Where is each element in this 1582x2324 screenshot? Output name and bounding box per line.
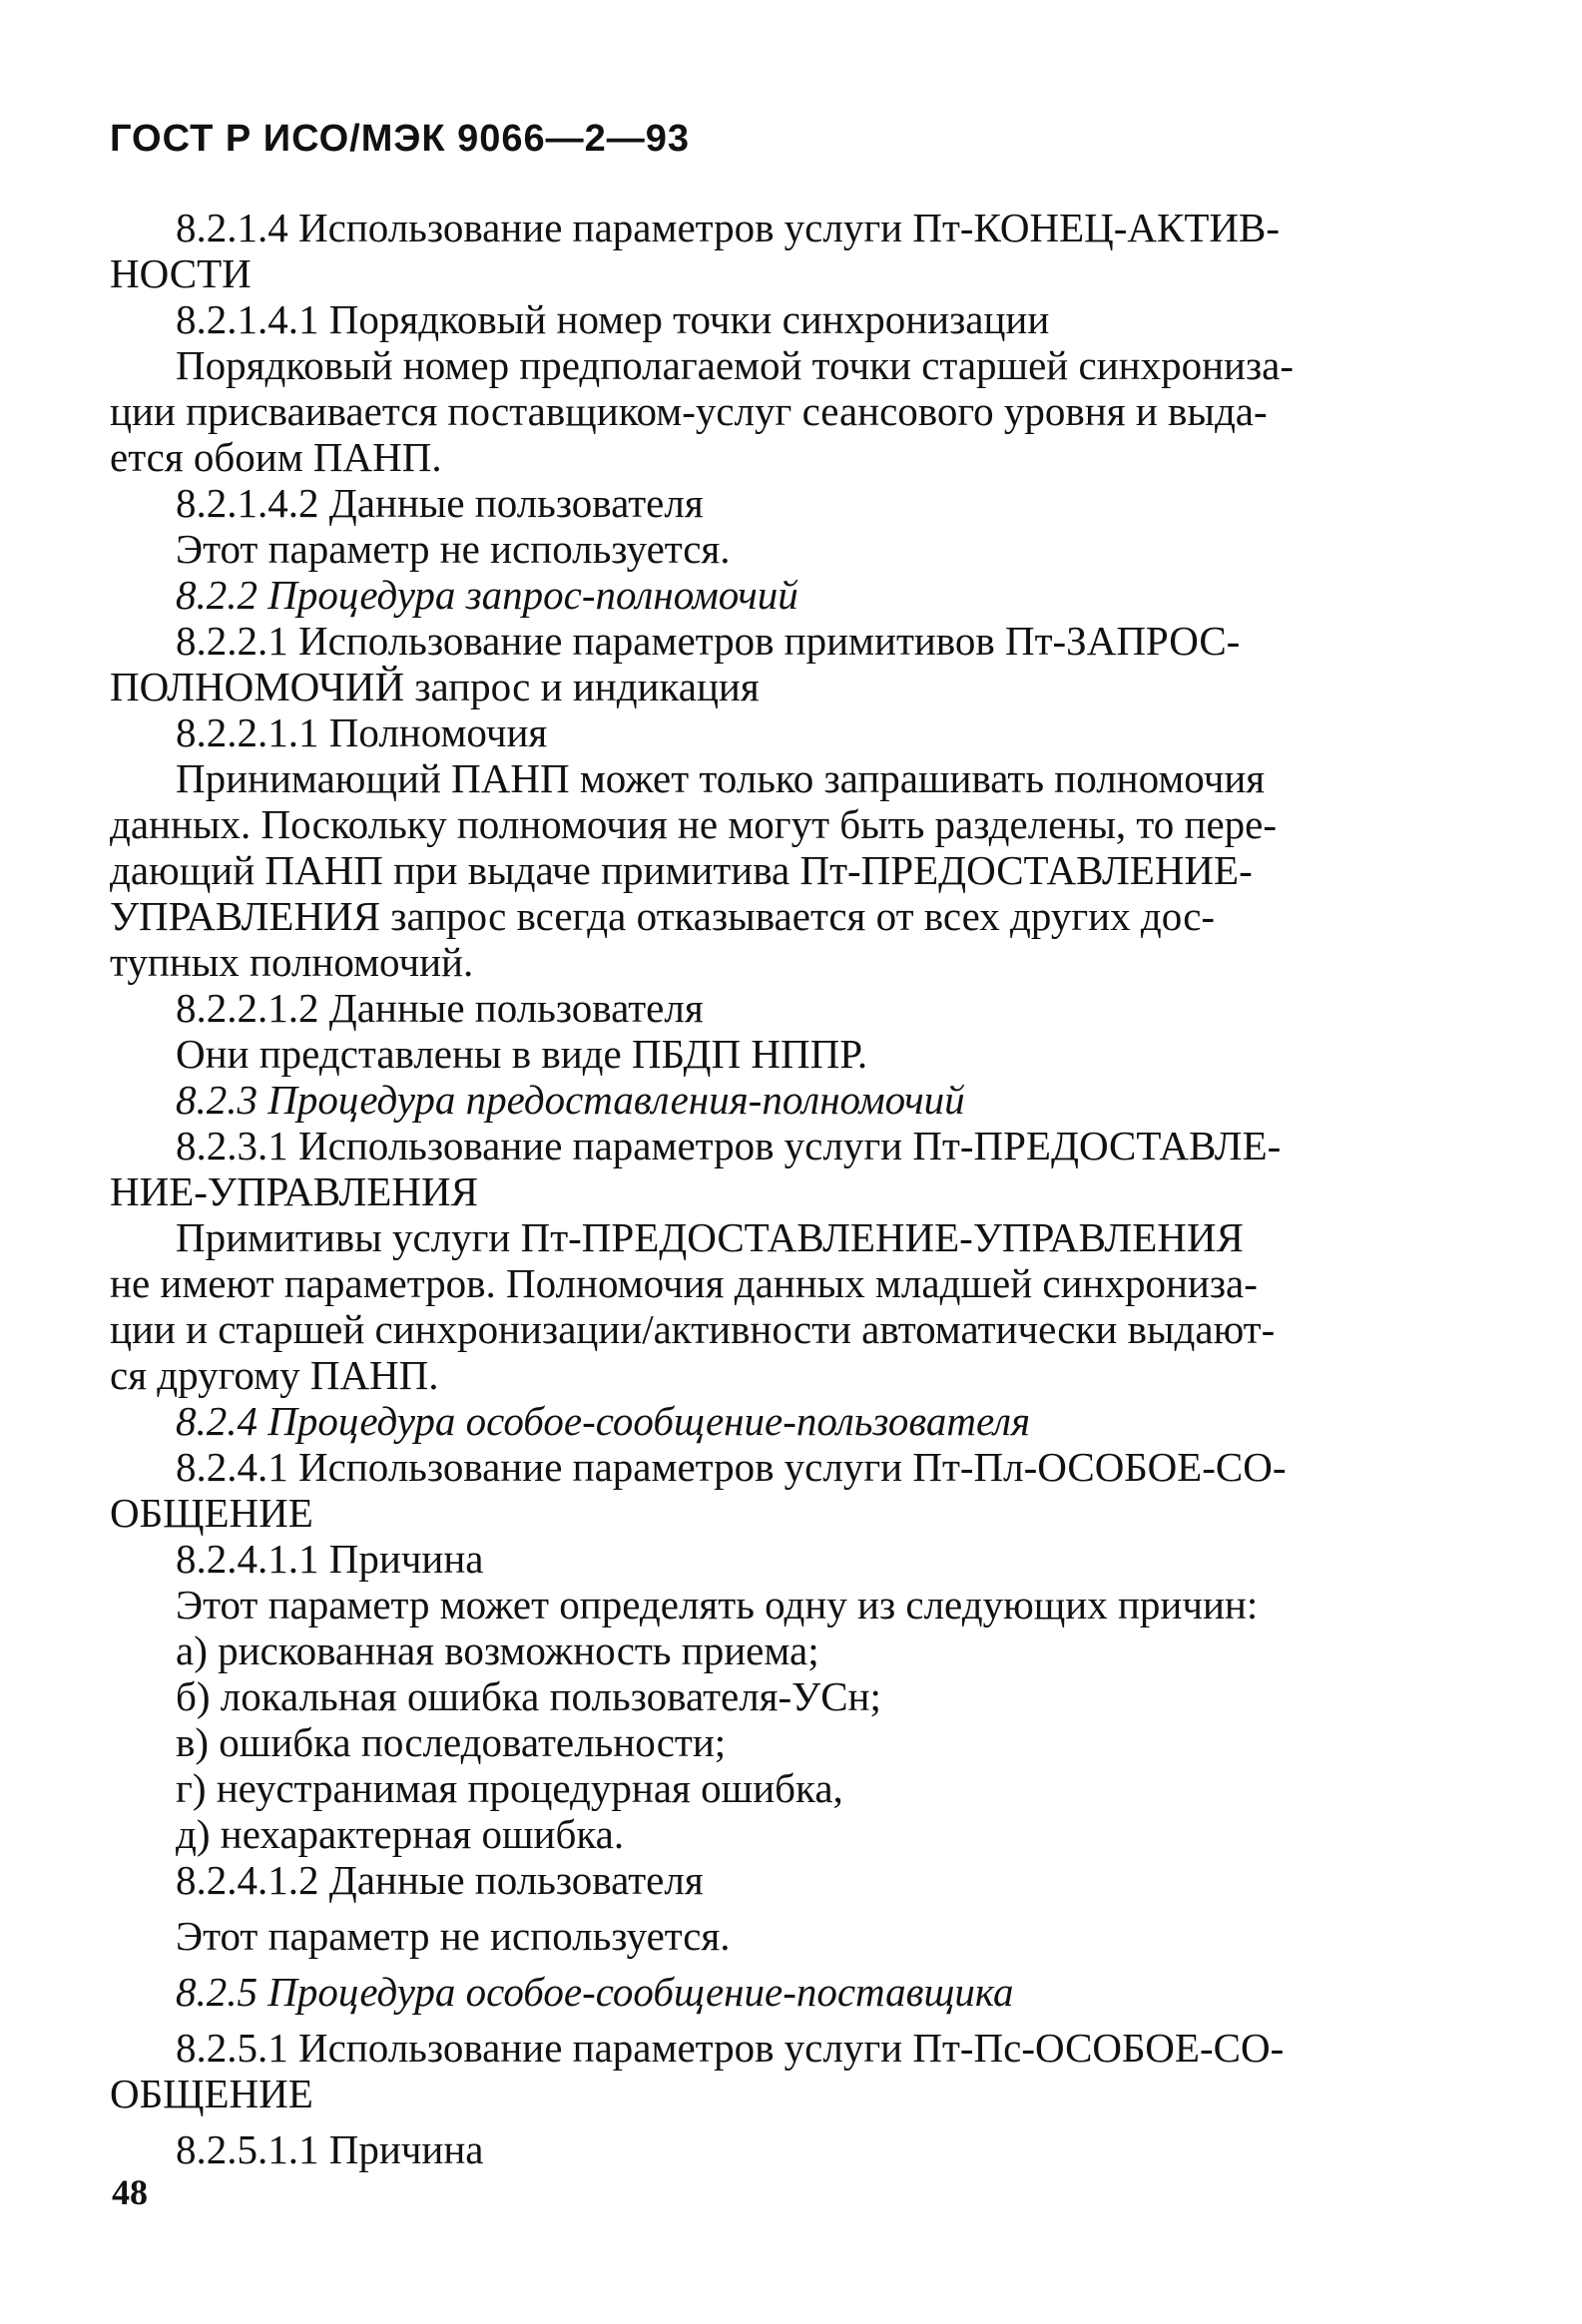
text-line: 8.2.4.1 Использование параметров услуги Пт-Пл-ОСОБОЕ-СО- — [176, 1444, 1287, 1490]
list-item: а) рискованная возможность приема; — [176, 1627, 819, 1673]
text-line: Этот параметр не используется. — [176, 1913, 731, 1959]
text-line: 8.2.2.1 Использование параметров примитивов Пт-ЗАПРОС- — [176, 618, 1241, 664]
section-heading: 8.2.4 Процедура особое-сообщение-пользователя — [176, 1398, 1031, 1444]
text-line: Этот параметр не используется. — [176, 526, 731, 572]
text-line: НИЕ-УПРАВЛЕНИЯ — [110, 1168, 478, 1214]
text-line: Они представлены в виде ПБДП НППР. — [176, 1031, 868, 1077]
section-heading: 8.2.2 Процедура запрос-полномочий — [176, 572, 798, 618]
section-heading: 8.2.5 Процедура особое-сообщение-поставщика — [176, 1969, 1014, 2015]
list-item: д) нехарактерная ошибка. — [176, 1811, 625, 1857]
text-line: 8.2.1.4 Использование параметров услуги Пт-КОНЕЦ-АКТИВ- — [176, 205, 1280, 250]
text-line: ся другому ПАНП. — [110, 1352, 439, 1398]
text-line: УПРАВЛЕНИЯ запрос всегда отказывается от всех других дос- — [110, 893, 1216, 939]
text-line: 8.2.2.1.1 Полномочия — [176, 709, 548, 755]
text-line: 8.2.4.1.1 Причина — [176, 1536, 484, 1582]
text-line: 8.2.5.1 Использование параметров услуги Пт-Пс-ОСОБОЕ-СО- — [176, 2025, 1285, 2071]
text-line: 8.2.2.1.2 Данные пользователя — [176, 985, 704, 1031]
text-line: тупных полномочий. — [110, 939, 474, 985]
section-heading: 8.2.3 Процедура предоставления-полномочий — [176, 1077, 965, 1123]
text-line: данных. Поскольку полномочия не могут быть разделены, то пере- — [110, 801, 1278, 847]
text-line: ОБЩЕНИЕ — [110, 1490, 313, 1536]
text-line: 8.2.4.1.2 Данные пользователя — [176, 1857, 704, 1903]
list-item: г) неустранимая процедурная ошибка, — [176, 1765, 843, 1811]
standard-header: ГОСТ Р ИСО/МЭК 9066—2—93 — [110, 118, 691, 160]
text-line: Принимающий ПАНП может только запрашивать полномочия — [176, 755, 1266, 801]
text-line: НОСТИ — [110, 250, 252, 296]
list-item: б) локальная ошибка пользователя-УСн; — [176, 1673, 881, 1719]
text-line: 8.2.3.1 Использование параметров услуги Пт-ПРЕДОСТАВЛЕ- — [176, 1123, 1282, 1168]
text-line: ции и старшей синхронизации/активности автоматически выдают- — [110, 1306, 1276, 1352]
list-item: в) ошибка последовательности; — [176, 1719, 727, 1765]
text-line: не имеют параметров. Полномочия данных младшей синхрониза- — [110, 1260, 1258, 1306]
text-line: Порядковый номер предполагаемой точки старшей синхрониза- — [176, 342, 1295, 388]
text-line: Этот параметр может определять одну из следующих причин: — [176, 1582, 1259, 1627]
page-number: 48 — [112, 2172, 148, 2212]
text-line: 8.2.1.4.1 Порядковый номер точки синхронизации — [176, 296, 1050, 342]
text-line: Примитивы услуги Пт-ПРЕДОСТАВЛЕНИЕ-УПРАВЛЕНИЯ — [176, 1214, 1244, 1260]
document-body — [110, 205, 1479, 2172]
text-line: 8.2.1.4.2 Данные пользователя — [176, 480, 704, 526]
text-line: ется обоим ПАНП. — [110, 434, 442, 480]
text-line: ПОЛНОМОЧИЙ запрос и индикация — [110, 664, 760, 709]
text-line: дающий ПАНП при выдаче примитива Пт-ПРЕДОСТАВЛЕНИЕ- — [110, 847, 1253, 893]
text-line: ции присваивается поставщиком-услуг сеансового уровня и выда- — [110, 388, 1268, 434]
text-line: ОБЩЕНИЕ — [110, 2071, 313, 2116]
text-line: 8.2.5.1.1 Причина — [176, 2126, 484, 2172]
